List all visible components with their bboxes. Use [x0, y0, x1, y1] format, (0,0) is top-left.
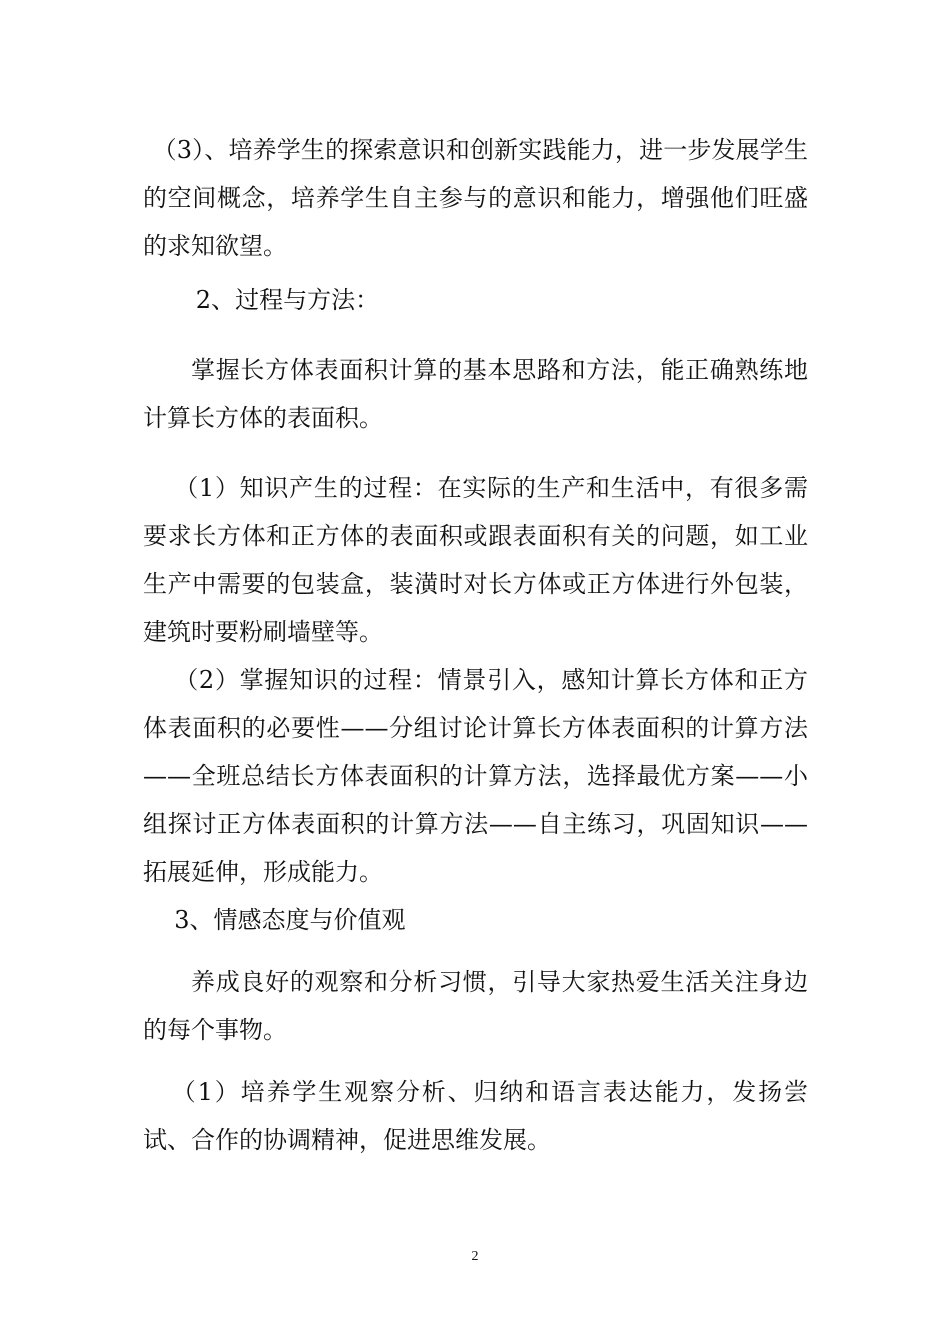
paragraph-objective-3: （3）、培养学生的探索意识和创新实践能力，进一步发展学生的空间概念，培养学生自主参与的意识和能力，增强他们旺盛的求知欲望。 — [143, 136, 808, 260]
paragraph-knowledge-mastery: （2）掌握知识的过程：情景引入，感知计算长方体和正方体表面积的必要性——分组讨论计算长方体表面积的计算方法——全班总结长方体表面积的计算方法，选择最优方案——小组探讨正方体表面积的计算方法——自主练习，巩固知识——拓展延伸，形成能力。 — [143, 666, 808, 886]
paragraph-method-summary: 掌握长方体表面积计算的基本思路和方法，能正确熟练地计算长方体的表面积。 — [143, 356, 808, 432]
heading-process-and-method: 2、过程与方法： — [195, 286, 380, 314]
document-body — [143, 126, 808, 1164]
paragraph-ability-cultivation: （1）培养学生观察分析、归纳和语言表达能力，发扬尝试、合作的协调精神，促进思维发展。 — [143, 1078, 808, 1154]
paragraph-knowledge-origin: （1）知识产生的过程：在实际的生产和生活中，有很多需要求长方体和正方体的表面积或跟表面积有关的问题，如工业生产中需要的包装盒，装潢时对长方体或正方体进行外包装，建筑时要粉刷墙壁等。 — [143, 474, 808, 646]
page-number: 2 — [471, 1249, 479, 1264]
paragraph-habits: 养成良好的观察和分析习惯，引导大家热爱生活关注身边的每个事物。 — [143, 968, 808, 1044]
heading-emotion-attitude-values: 3、情感态度与价值观 — [174, 906, 406, 934]
